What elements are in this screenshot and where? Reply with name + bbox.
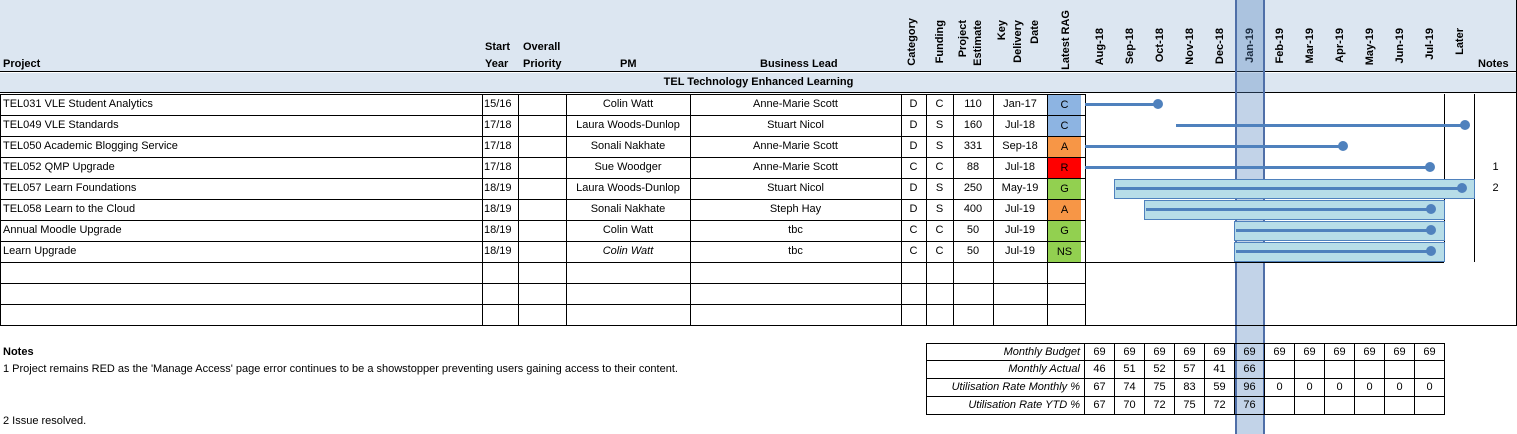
gantt-line <box>1146 208 1431 211</box>
cell-estimate: 110 <box>964 98 982 110</box>
budget-cell <box>1265 397 1295 415</box>
budget-cell: 67 <box>1085 379 1115 397</box>
cell-project: TEL050 Academic Blogging Service <box>3 140 178 152</box>
col-header-key-1: Key <box>996 20 1008 41</box>
cell-project: TEL058 Learn to the Cloud <box>3 203 136 215</box>
budget-cell: 69 <box>1145 343 1175 361</box>
cell-lead: Stuart Nicol <box>767 119 824 131</box>
cell-start: 17/18 <box>484 119 512 131</box>
cell-note-ref <box>1475 241 1516 262</box>
budget-cell: 69 <box>1115 343 1145 361</box>
budget-cell: 75 <box>1175 397 1205 415</box>
cell-delivery: Jul-18 <box>1005 161 1035 173</box>
budget-cell: 76 <box>1235 397 1265 415</box>
col-header-funding: Funding <box>934 20 946 64</box>
col-header-latest-rag: Latest RAG <box>1060 10 1072 70</box>
month-header-nov-18: Nov-18 <box>1184 28 1196 65</box>
cell-project: Annual Moodle Upgrade <box>3 224 122 236</box>
rag-status-badge: G <box>1048 179 1081 199</box>
budget-cell: 0 <box>1325 379 1355 397</box>
gantt-line <box>1085 166 1430 169</box>
cell-lead: Steph Hay <box>769 203 822 215</box>
budget-cell: 69 <box>1265 343 1295 361</box>
cell-pm: Colin Watt <box>602 98 654 110</box>
cell-estimate: 50 <box>966 224 980 236</box>
cell-note-ref: 1 <box>1492 161 1499 173</box>
cell-category: D <box>909 203 918 215</box>
cell-project: TEL052 QMP Upgrade <box>3 161 115 173</box>
budget-cell <box>1355 361 1385 379</box>
cell-priority <box>518 94 566 115</box>
budget-cell: 72 <box>1205 397 1235 415</box>
cell-funding: C <box>935 161 944 173</box>
budget-cell: 46 <box>1085 361 1115 379</box>
milestone-dot-icon <box>1153 99 1163 109</box>
budget-cell <box>1325 397 1355 415</box>
budget-cell: 69 <box>1235 343 1265 361</box>
budget-cell <box>1385 361 1415 379</box>
cell-pm: Colin Watt <box>602 224 654 236</box>
budget-cell: 69 <box>1085 343 1115 361</box>
cell-estimate: 88 <box>966 161 980 173</box>
cell-pm: Sue Woodger <box>594 161 662 173</box>
cell-start: 17/18 <box>484 161 512 173</box>
col-header-pm: PM <box>620 58 637 70</box>
cell-funding: S <box>935 182 944 194</box>
month-header-jan-19: Jan-19 <box>1244 28 1256 63</box>
cell-lead: tbc <box>788 245 803 257</box>
cell-delivery: Jul-19 <box>1005 245 1035 257</box>
col-header-start-1: Start <box>485 41 511 53</box>
notes-title: Notes <box>3 346 34 358</box>
cell-delivery: Jan-17 <box>1003 98 1037 110</box>
cell-start: 17/18 <box>484 140 512 152</box>
cell-lead: Anne-Marie Scott <box>753 98 838 110</box>
cell-funding: C <box>935 245 944 257</box>
budget-cell: 52 <box>1145 361 1175 379</box>
cell-start: 18/19 <box>484 245 512 257</box>
cell-priority <box>518 241 566 262</box>
gantt-line <box>1236 250 1431 253</box>
cell-pm: Sonali Nakhate <box>590 203 666 215</box>
budget-cell <box>1265 361 1295 379</box>
section-title: TEL Technology Enhanced Learning <box>663 76 854 88</box>
budget-cell: 83 <box>1175 379 1205 397</box>
cell-category: C <box>909 224 918 236</box>
gantt-line <box>1116 187 1462 190</box>
month-header-jun-19: Jun-19 <box>1394 28 1406 64</box>
grid-hline <box>0 304 1085 305</box>
budget-cell: 96 <box>1235 379 1265 397</box>
budget-cell: 69 <box>1385 343 1415 361</box>
budget-cell: 75 <box>1145 379 1175 397</box>
col-header-estimate-2: Estimate <box>972 20 984 66</box>
cell-note-ref <box>1475 220 1516 241</box>
budget-cell: 69 <box>1205 343 1235 361</box>
cell-priority <box>518 136 566 157</box>
col-header-key-2: Delivery <box>1012 20 1024 63</box>
cell-pm: Colin Watt <box>602 245 654 257</box>
budget-cell: 66 <box>1235 361 1265 379</box>
budget-cell: 69 <box>1325 343 1355 361</box>
section-header <box>0 73 1517 93</box>
budget-cell: 69 <box>1175 343 1205 361</box>
milestone-dot-icon <box>1426 204 1436 214</box>
gantt-line <box>1085 145 1343 148</box>
gantt-line <box>1236 229 1431 232</box>
cell-pm: Sonali Nakhate <box>590 140 666 152</box>
cell-start: 18/19 <box>484 182 512 194</box>
rag-status-badge: NS <box>1048 242 1081 262</box>
budget-cell: 41 <box>1205 361 1235 379</box>
budget-row-label: Monthly Budget <box>926 343 1085 361</box>
col-header-business-lead: Business Lead <box>760 58 838 70</box>
col-header-estimate-1: Project <box>957 20 969 58</box>
month-header-dec-18: Dec-18 <box>1214 28 1226 65</box>
cell-estimate: 50 <box>966 245 980 257</box>
cell-note-ref: 2 <box>1492 182 1499 194</box>
milestone-dot-icon <box>1338 141 1348 151</box>
cell-category: D <box>909 140 918 152</box>
cell-note-ref <box>1475 136 1516 157</box>
cell-priority <box>518 199 566 220</box>
cell-pm: Laura Woods-Dunlop <box>576 182 680 194</box>
milestone-dot-icon <box>1460 120 1470 130</box>
cell-funding: S <box>935 140 944 152</box>
cell-delivery: Sep-18 <box>1002 140 1038 152</box>
cell-note-ref <box>1475 199 1516 220</box>
note-2: 2 Issue resolved. <box>3 415 87 427</box>
gantt-bottom <box>1085 262 1444 263</box>
col-header-start-2: Year <box>485 58 509 70</box>
rag-status-badge: A <box>1048 137 1081 157</box>
cell-delivery: Jul-19 <box>1005 203 1035 215</box>
gantt-line <box>1176 124 1465 127</box>
budget-cell: 69 <box>1355 343 1385 361</box>
budget-cell: 0 <box>1385 379 1415 397</box>
col-header-project: Project <box>3 58 41 70</box>
cell-funding: C <box>935 224 944 236</box>
budget-cell: 69 <box>1295 343 1325 361</box>
cell-lead: Stuart Nicol <box>767 182 824 194</box>
budget-cell: 0 <box>1295 379 1325 397</box>
budget-cell: 70 <box>1115 397 1145 415</box>
month-header-apr-19: Apr-19 <box>1334 28 1346 63</box>
cell-project: TEL057 Learn Foundations <box>3 182 137 194</box>
cell-delivery: May-19 <box>1001 182 1039 194</box>
cell-category: D <box>909 119 918 131</box>
cell-estimate: 331 <box>963 140 983 152</box>
col-header-priority-2: Priority <box>523 58 562 70</box>
budget-cell <box>1295 397 1325 415</box>
col-header-notes: Notes <box>1478 58 1509 70</box>
rag-status-badge: C <box>1048 116 1081 136</box>
cell-project: TEL031 VLE Student Analytics <box>3 98 153 110</box>
budget-cell <box>1385 397 1415 415</box>
cell-start: 18/19 <box>484 203 512 215</box>
cell-estimate: 160 <box>963 119 983 131</box>
budget-cell <box>1355 397 1385 415</box>
budget-cell: 72 <box>1145 397 1175 415</box>
month-header-may-19: May-19 <box>1364 28 1376 66</box>
rag-status-badge: G <box>1048 221 1081 241</box>
col-header-category: Category <box>906 18 918 66</box>
cell-start: 15/16 <box>484 98 512 110</box>
budget-cell: 0 <box>1265 379 1295 397</box>
cell-pm: Laura Woods-Dunlop <box>576 119 680 131</box>
month-header-sep-18: Sep-18 <box>1124 28 1136 65</box>
month-header-mar-19: Mar-19 <box>1304 28 1316 64</box>
rag-status-badge: R <box>1048 158 1081 178</box>
budget-cell: 0 <box>1415 379 1445 397</box>
col-header-key-3: Date <box>1029 20 1041 44</box>
cell-delivery: Jul-19 <box>1005 224 1035 236</box>
rag-status-badge: C <box>1048 95 1081 115</box>
cell-estimate: 400 <box>963 203 983 215</box>
cell-priority <box>518 178 566 199</box>
cell-funding: C <box>935 98 944 110</box>
cell-funding: S <box>935 203 944 215</box>
cell-category: C <box>909 245 918 257</box>
cell-priority <box>518 220 566 241</box>
gantt-line <box>1085 103 1158 106</box>
grid-hline <box>0 283 1085 284</box>
rag-status-badge: A <box>1048 200 1081 220</box>
milestone-dot-icon <box>1426 225 1436 235</box>
month-header-aug-18: Aug-18 <box>1094 28 1106 66</box>
month-header-feb-19: Feb-19 <box>1274 28 1286 64</box>
cell-lead: tbc <box>788 224 803 236</box>
month-header-later: Later <box>1454 28 1466 55</box>
milestone-dot-icon <box>1457 183 1467 193</box>
cell-lead: Anne-Marie Scott <box>753 161 838 173</box>
cell-start: 18/19 <box>484 224 512 236</box>
budget-row-label: Monthly Actual <box>926 361 1085 379</box>
cell-lead: Anne-Marie Scott <box>753 140 838 152</box>
cell-delivery: Jul-18 <box>1005 119 1035 131</box>
budget-cell <box>1415 361 1445 379</box>
header-band <box>0 0 1517 72</box>
budget-cell: 57 <box>1175 361 1205 379</box>
cell-category: C <box>909 161 918 173</box>
grid-hline <box>0 262 1085 263</box>
table-bottom <box>0 325 1517 326</box>
note-1: 1 Project remains RED as the 'Manage Access' page error continues to be a showstopper preventing users gaining access to their content. <box>3 363 678 375</box>
cell-priority <box>518 115 566 136</box>
month-header-oct-18: Oct-18 <box>1154 28 1166 63</box>
cell-note-ref <box>1475 94 1516 115</box>
cell-estimate: 250 <box>963 182 983 194</box>
cell-category: D <box>909 182 918 194</box>
budget-cell <box>1325 361 1355 379</box>
month-header-jul-19: Jul-19 <box>1424 28 1436 60</box>
milestone-dot-icon <box>1426 246 1436 256</box>
cell-category: D <box>909 98 918 110</box>
col-header-priority-1: Overall <box>523 41 561 53</box>
budget-cell: 0 <box>1355 379 1385 397</box>
budget-cell: 51 <box>1115 361 1145 379</box>
cell-funding: S <box>935 119 944 131</box>
milestone-dot-icon <box>1425 162 1435 172</box>
budget-cell: 59 <box>1205 379 1235 397</box>
budget-cell: 69 <box>1415 343 1445 361</box>
budget-row-label: Utilisation Rate Monthly % <box>926 379 1085 397</box>
budget-cell: 67 <box>1085 397 1115 415</box>
budget-cell <box>1295 361 1325 379</box>
cell-priority <box>518 157 566 178</box>
cell-project: Learn Upgrade <box>3 245 77 257</box>
cell-note-ref <box>1475 115 1516 136</box>
budget-cell: 74 <box>1115 379 1145 397</box>
budget-cell <box>1415 397 1445 415</box>
cell-project: TEL049 VLE Standards <box>3 119 119 131</box>
budget-row-label: Utilisation Rate YTD % <box>926 397 1085 415</box>
